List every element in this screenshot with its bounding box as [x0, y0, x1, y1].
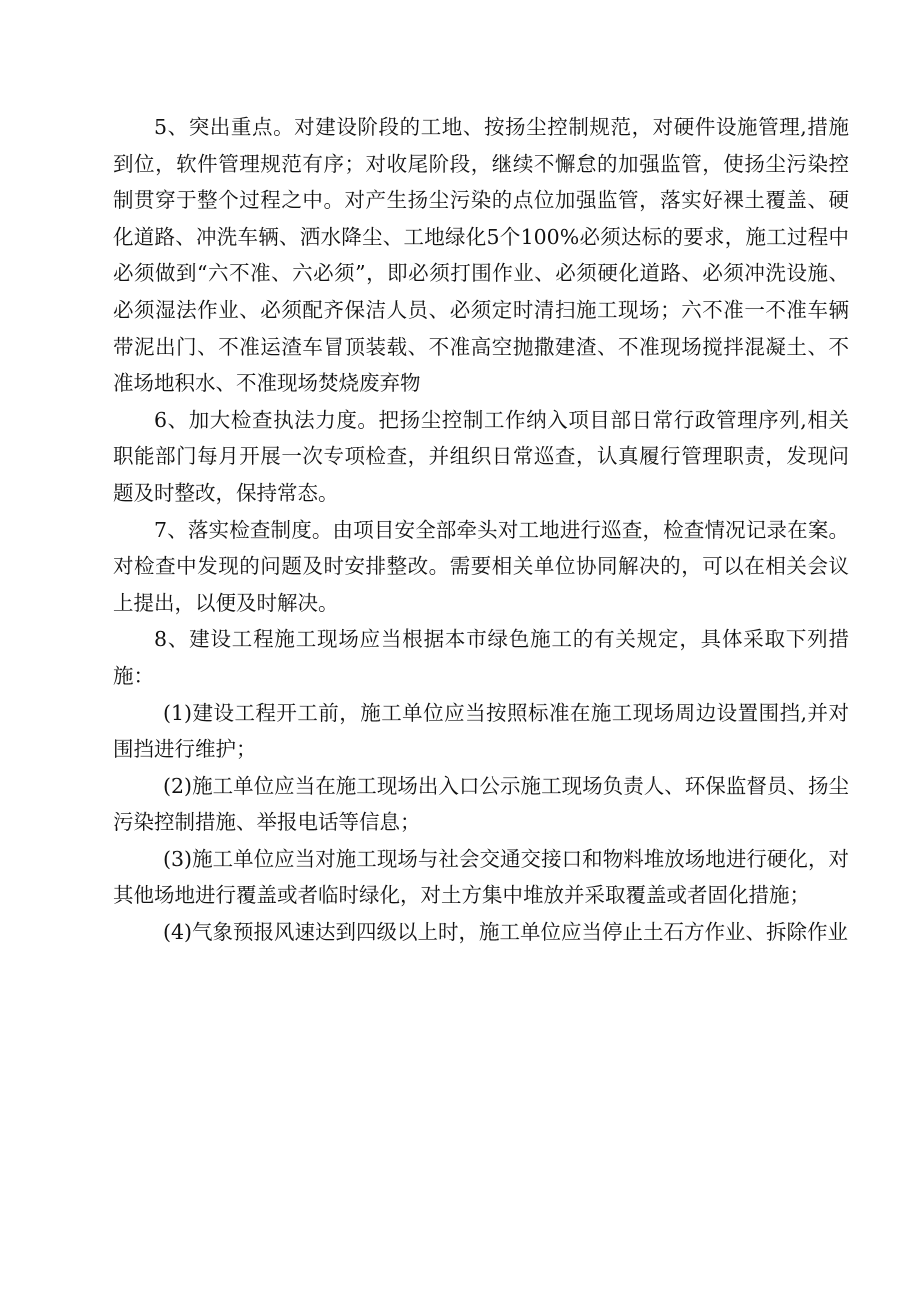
paragraph-7-inspection-system: 7、落实检查制度。由项目安全部牵头对工地进行巡查，检查情况记录在案。对检查中发现的问题及时安排整改。需要相关单位协同解决的，可以在相关会议上提出，以便及时解决。: [113, 517, 849, 615]
measure-3-hardening-covering: (3)施工单位应当对施工现场与社会交通交接口和物料堆放场地进行硬化，对其他场地进行覆盖或者临时绿化，对土方集中堆放并采取覆盖或者固化措施；: [113, 846, 849, 908]
measure-1-enclosure: (1)建设工程开工前，施工单位应当按照标准在施工现场周边设置围挡,并对围挡进行维护；: [113, 700, 849, 762]
paragraph-6-inspection-enforcement: 6、加大检查执法力度。把扬尘控制工作纳入项目部日常行政管理序列,相关职能部门每月开展一次专项检查，并组织日常巡查，认真履行管理职责，发现问题及时整改，保持常态。: [113, 407, 849, 505]
paragraph-5-highlight-key-points: 5、突出重点。对建设阶段的工地、按扬尘控制规范，对硬件设施管理,措施到位，软件管理规范有序；对收尾阶段，继续不懈怠的加强监管，使扬尘污染控制贯穿于整个过程之中。对产生扬尘污染的点位加强监管，落实好裸土覆盖、硬化道路、冲洗车辆、洒水降尘、工地绿化5个100%必须达标的要求，施工过程中必须做到“六不准、六必须”，即必须打围作业、必须硬化道路、必须冲洗设施、必须湿法作业、必须配齐保洁人员、必须定时清扫施工现场；六不准一不准车辆带泥出门、不准运渣车冒顶装载、不准高空抛撒建渣、不准现场搅拌混凝土、不准场地积水、不准现场焚烧废弃物: [113, 115, 849, 396]
document-page: [113, 109, 849, 951]
measure-4-wind-stop-work: (4)气象预报风速达到四级以上时，施工单位应当停止土石方作业、拆除作业: [163, 920, 849, 945]
paragraph-8-construction-measures: 8、建设工程施工现场应当根据本市绿色施工的有关规定，具体采取下列措施：: [113, 627, 849, 688]
measure-2-public-notice: (2)施工单位应当在施工现场出入口公示施工现场负责人、环保监督员、扬尘污染控制措施、举报电话等信息；: [113, 773, 849, 835]
